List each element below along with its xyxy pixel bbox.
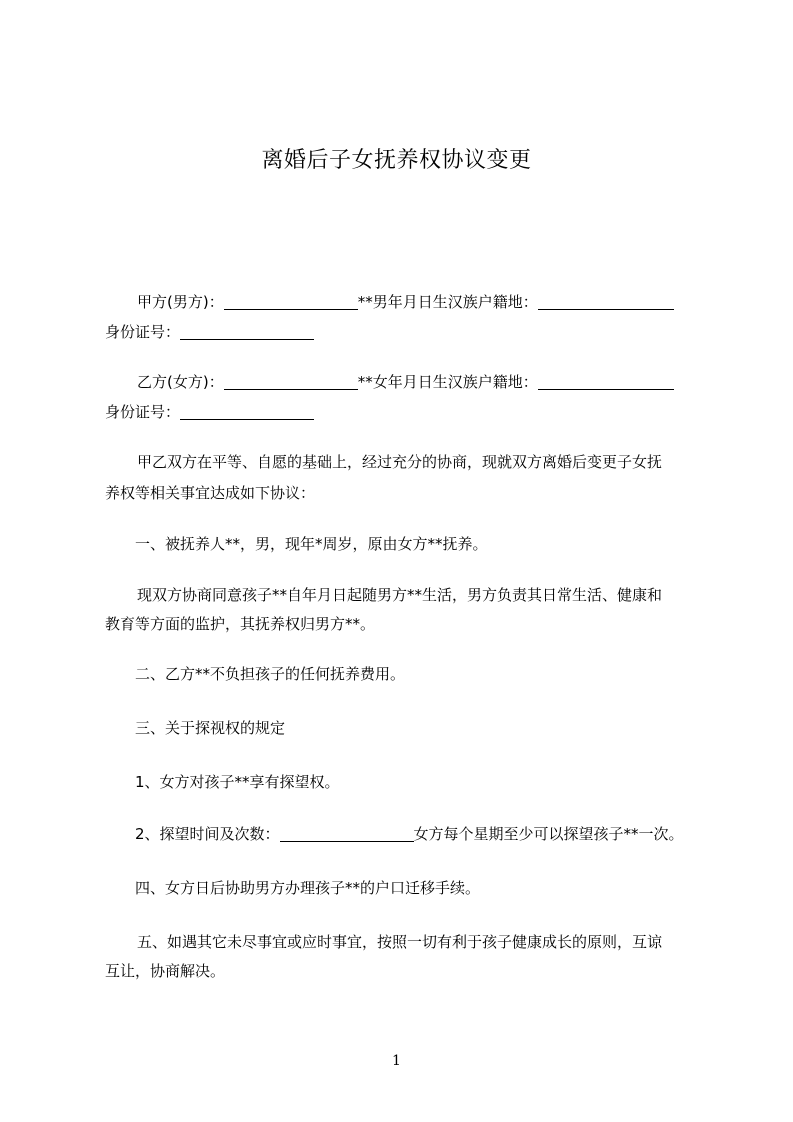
party-b-id-label: 身份证号： xyxy=(105,403,181,421)
party-a-details: **男年月日生汉族户籍地： xyxy=(357,293,538,311)
visit-frequency-blank xyxy=(280,825,414,842)
party-a-line xyxy=(105,286,737,318)
clause-3-item-1: 1、女方对孩子**享有探望权。 xyxy=(135,773,340,791)
party-a-name-blank xyxy=(224,293,358,310)
clause-3-item-2-suffix: 女方每个星期至少可以探望孩子**一次。 xyxy=(413,825,684,843)
party-a-id-blank xyxy=(180,323,314,340)
party-b-details: **女年月日生汉族户籍地： xyxy=(357,373,538,391)
document-title: 离婚后子女抚养权协议变更 xyxy=(261,148,532,173)
party-a-residence-blank xyxy=(538,293,674,310)
party-b-name-blank xyxy=(224,373,358,390)
party-b-id-line xyxy=(105,396,705,428)
clause-3: 三、关于探视权的规定 xyxy=(135,719,286,737)
party-a-id-label: 身份证号： xyxy=(105,323,181,341)
clause-1: 一、被抚养人**，男，现年*周岁，原由女方**抚养。 xyxy=(135,535,488,553)
clause-2: 二、乙方**不负担孩子的任何抚养费用。 xyxy=(135,665,406,683)
clause-1-detail-line-1: 现双方协商同意孩子**自年月日起随男方**生活，男方负责其日常生活、健康和 xyxy=(137,586,663,604)
page-number: 1 xyxy=(392,1053,401,1069)
clause-3-item-2 xyxy=(105,818,735,850)
party-b-id-blank xyxy=(180,403,314,420)
clause-1-detail-line-2: 教育等方面的监护，其抚养权归男方**。 xyxy=(105,615,376,633)
clause-5-line-2: 互让，协商解决。 xyxy=(105,962,226,980)
party-b-residence-blank xyxy=(538,373,674,390)
preamble-line-2: 养权等相关事宜达成如下协议： xyxy=(105,484,316,502)
party-b-label: 乙方(女方)： xyxy=(137,373,224,391)
preamble-line-1: 甲乙双方在平等、自愿的基础上，经过充分的协商，现就双方离婚后变更子女抚 xyxy=(137,453,663,471)
party-b-line xyxy=(105,366,737,398)
party-a-label: 甲方(男方)： xyxy=(137,293,224,311)
clause-5-line-1: 五、如遇其它未尽事宜或应时事宜，按照一切有利于孩子健康成长的原则，互谅 xyxy=(137,933,663,951)
clause-4: 四、女方日后协助男方办理孩子**的户口迁移手续。 xyxy=(135,879,481,897)
party-a-id-line xyxy=(105,316,705,348)
clause-3-item-2-prefix: 2、探望时间及次数： xyxy=(135,825,280,843)
